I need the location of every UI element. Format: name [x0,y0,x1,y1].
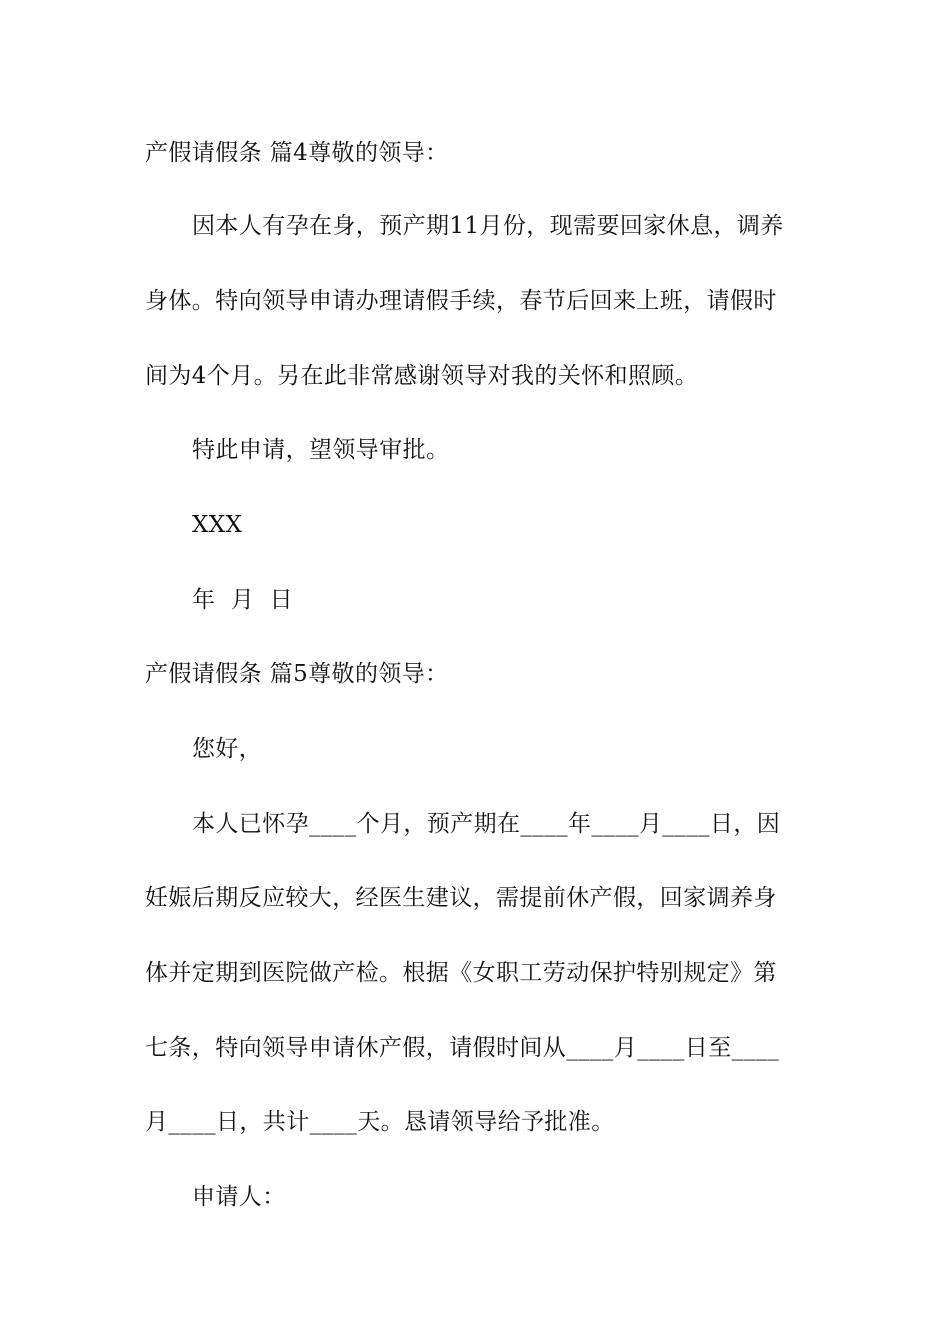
section5-body-line-5: 月____日，共计____天。恳请领导给予批准。 [145,1109,615,1135]
section5-greeting: 您好， [192,736,263,762]
section4-heading: 产假请假条 篇4尊敬的领导： [145,140,449,166]
section5-applicant-label: 申请人： [192,1184,286,1210]
section4-body-line-3: 间为4个月。另在此非常感谢领导对我的关怀和照顾。 [145,363,699,389]
section4-signature: XXX [192,512,243,538]
section4-body-line-1: 因本人有孕在身，预产期11月份，现需要回家休息，调养 [192,213,784,239]
section5-body-line-1: 本人已怀孕____个月，预产期在____年____月____日，因 [192,811,781,837]
section4-body-line-2: 身体。特向领导申请办理请假手续，春节后回来上班，请假时 [145,288,777,314]
section4-date: 年 月 日 [192,587,294,613]
section4-closing: 特此申请，望领导审批。 [192,437,450,463]
section5-heading: 产假请假条 篇5尊敬的领导： [145,661,449,687]
section5-body-line-3: 体并定期到医院做产检。根据《女职工劳动保护特别规定》第 [145,960,777,986]
section5-body-line-2: 妊娠后期反应较大，经医生建议，需提前休产假，回家调养身 [145,885,777,911]
section5-body-line-4: 七条，特向领导申请休产假，请假时间从____月____日至____ [145,1035,780,1061]
